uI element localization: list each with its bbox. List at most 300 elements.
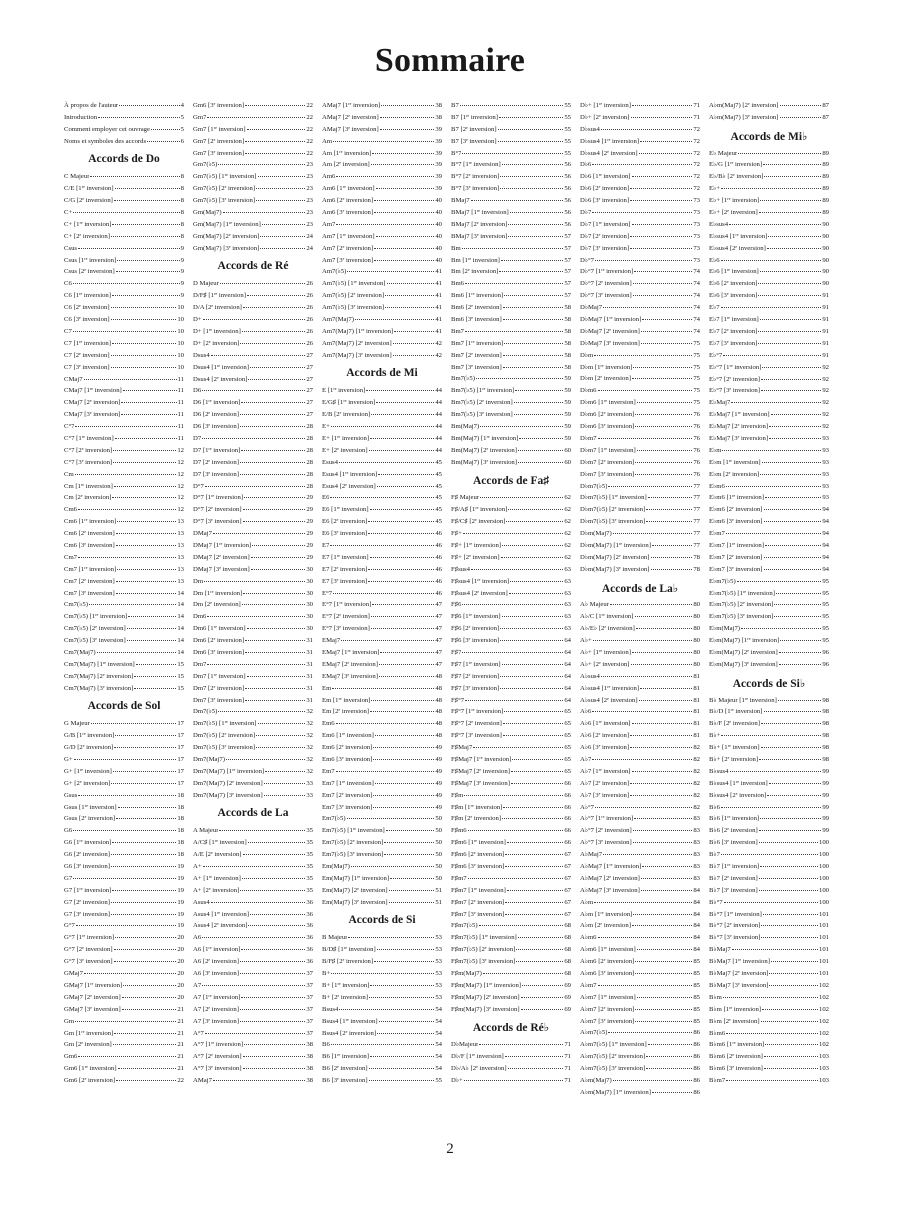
- toc-entry: [451, 290, 571, 302]
- toc-entry: [580, 445, 700, 457]
- dot-leader: [637, 996, 693, 998]
- entry-name: F♯m7 [3ᵉ inversion]: [451, 910, 505, 918]
- toc-entry: [451, 956, 571, 968]
- toc-entry: [709, 599, 829, 611]
- entry-page-number: 57: [564, 256, 571, 264]
- entry-name: Dsus4 [1ʳᵉ inversion]: [193, 363, 249, 371]
- toc-entry: [322, 195, 442, 207]
- toc-entry: [451, 1039, 571, 1051]
- toc-entry: [193, 243, 313, 255]
- dot-leader: [593, 639, 693, 641]
- entry-name: Cm6 [1ʳᵉ inversion]: [64, 518, 117, 526]
- entry-page-number: 82: [693, 767, 700, 775]
- dot-leader: [245, 639, 305, 641]
- dot-leader: [78, 1055, 176, 1057]
- entry-name: Bm7(♭5): [451, 375, 475, 383]
- dot-leader: [500, 687, 563, 689]
- dot-leader: [603, 306, 692, 308]
- toc-entry: [580, 683, 700, 695]
- toc-entry: [580, 373, 700, 385]
- entry-page-number: 42: [435, 351, 442, 359]
- toc-entry: [451, 350, 571, 362]
- dot-leader: [633, 282, 693, 284]
- toc-entry: [709, 397, 829, 409]
- dot-leader: [637, 948, 693, 950]
- entry-name: DMaj7 [3ᵉ inversion]: [193, 565, 250, 573]
- dot-leader: [112, 841, 176, 843]
- entry-name: G6 [3ᵉ inversion]: [64, 863, 110, 871]
- entry-name: A Majeur: [193, 827, 219, 835]
- toc-entry: [709, 909, 829, 921]
- dot-leader: [498, 140, 564, 142]
- entry-name: D♭+ [2ᵉ inversion]: [580, 113, 630, 121]
- toc-entry: [64, 171, 184, 183]
- entry-page-number: 55: [564, 125, 571, 133]
- section-heading: Accords de Si♭: [732, 677, 806, 690]
- toc-entry: [322, 790, 442, 802]
- toc-entry: [322, 659, 442, 671]
- entry-page-number: 9: [180, 292, 184, 300]
- entry-page-number: 20: [177, 981, 184, 989]
- toc-entry: [709, 588, 829, 600]
- toc-entry: [580, 932, 700, 944]
- toc-entry: [451, 909, 571, 921]
- toc-entry: [322, 481, 442, 493]
- toc-entry: [580, 623, 700, 635]
- dot-leader: [509, 592, 564, 594]
- dot-leader: [640, 140, 692, 142]
- dot-leader: [247, 675, 306, 677]
- entry-name: F♯+: [451, 530, 462, 538]
- entry-page-number: 82: [693, 803, 700, 811]
- entry-page-number: 90: [822, 268, 829, 276]
- entry-page-number: 41: [435, 280, 442, 288]
- toc-entry: [322, 290, 442, 302]
- entry-page-number: 12: [177, 494, 184, 502]
- dot-leader: [336, 722, 435, 724]
- toc-entry: [709, 576, 829, 588]
- entry-name: A♭°7 [1ʳᵉ inversion]: [580, 815, 634, 823]
- entry-page-number: 84: [693, 886, 700, 894]
- dot-leader: [258, 175, 306, 177]
- entry-page-number: 84: [693, 910, 700, 918]
- toc-entry: [709, 326, 829, 338]
- entry-name: Gm6 [1ʳᵉ inversion]: [64, 1065, 117, 1073]
- entry-page-number: 15: [177, 684, 184, 692]
- toc-entry: [193, 920, 313, 932]
- toc-entry: [580, 243, 700, 255]
- toc-entry: [709, 564, 829, 576]
- entry-page-number: 58: [564, 327, 571, 335]
- dot-leader: [598, 936, 693, 938]
- entry-name: Introduction: [64, 113, 98, 121]
- entry-name: C7: [64, 327, 72, 335]
- toc-entry: [64, 445, 184, 457]
- dot-leader: [634, 817, 692, 819]
- dot-leader: [373, 794, 434, 796]
- toc-entry: [64, 433, 184, 445]
- entry-page-number: 98: [822, 732, 829, 740]
- toc-entry: [709, 433, 829, 445]
- entry-page-number: 38: [435, 113, 442, 121]
- toc-entry: [580, 302, 700, 314]
- entry-page-number: 89: [822, 149, 829, 157]
- table-of-contents: [64, 100, 840, 1130]
- toc-entry: [580, 481, 700, 493]
- entry-name: E/B [2ᵉ inversion]: [322, 411, 371, 419]
- dot-leader: [378, 473, 434, 475]
- dot-leader: [632, 377, 692, 379]
- entry-name: A♭m6 [2ᵉ inversion]: [580, 958, 635, 966]
- dot-leader: [608, 1031, 692, 1033]
- entry-page-number: 86: [693, 1088, 700, 1096]
- entry-page-number: 72: [693, 125, 700, 133]
- dot-leader: [465, 282, 563, 284]
- entry-page-number: 45: [435, 482, 442, 490]
- entry-name: D♭m(Maj7) [1ʳᵉ inversion]: [580, 541, 651, 549]
- entry-page-number: 81: [693, 708, 700, 716]
- entry-page-number: 33: [306, 779, 313, 787]
- entry-name: G6: [64, 827, 73, 835]
- dot-leader: [374, 960, 434, 962]
- toc-entry: [580, 861, 700, 873]
- entry-page-number: 38: [306, 1053, 313, 1061]
- dot-leader: [639, 152, 693, 154]
- entry-page-number: 30: [306, 625, 313, 633]
- dot-leader: [761, 746, 822, 748]
- toc-entry: [193, 683, 313, 695]
- entry-page-number: 89: [822, 173, 829, 181]
- toc-entry: [64, 742, 184, 754]
- dot-leader: [111, 853, 176, 855]
- entry-name: A♭sus4: [580, 672, 600, 680]
- entry-page-number: 56: [564, 209, 571, 217]
- dot-leader: [134, 687, 176, 689]
- entry-name: Gm(Maj7) [2ᵉ inversion]: [193, 232, 260, 240]
- entry-page-number: 49: [435, 791, 442, 799]
- entry-name: Dm7(♭5): [193, 708, 218, 716]
- entry-page-number: 93: [822, 446, 829, 454]
- entry-page-number: 10: [177, 351, 184, 359]
- entry-name: G7 [2ᵉ inversion]: [64, 898, 110, 906]
- toc-entry: [580, 1075, 700, 1087]
- entry-name: F♯+ [1ʳᵉ inversion]: [451, 541, 502, 549]
- dot-leader: [642, 318, 692, 320]
- entry-name: F♯m(Maj7) [3ᵉ inversion]: [451, 1005, 520, 1013]
- entry-page-number: 13: [177, 530, 184, 538]
- toc-entry: [64, 564, 184, 576]
- entry-name: Dm6 [2ᵉ inversion]: [193, 637, 245, 645]
- toc-entry: [451, 540, 571, 552]
- dot-leader: [592, 758, 692, 760]
- entry-name: Em6 [1ʳᵉ inversion]: [322, 732, 374, 740]
- dot-leader: [207, 116, 305, 118]
- entry-page-number: 99: [822, 815, 829, 823]
- toc-entry: [709, 159, 829, 171]
- toc-entry: [64, 112, 184, 124]
- entry-page-number: 53: [435, 946, 442, 954]
- entry-name: F♯m(Maj7) [1ʳᵉ inversion]: [451, 981, 522, 989]
- entry-page-number: 11: [177, 399, 184, 407]
- dot-leader: [500, 639, 563, 641]
- dot-leader: [247, 294, 305, 296]
- entry-name: D♭m7 [3ᵉ inversion]: [580, 470, 635, 478]
- entry-page-number: 36: [306, 910, 313, 918]
- entry-name: G7: [64, 874, 73, 882]
- entry-page-number: 51: [435, 898, 442, 906]
- toc-entry: [322, 1004, 442, 1016]
- dot-leader: [767, 794, 821, 796]
- toc-entry: [709, 445, 829, 457]
- entry-name: A7 [2ᵉ inversion]: [193, 1005, 239, 1013]
- entry-page-number: 45: [435, 518, 442, 526]
- entry-name: F♯m(Maj7): [451, 970, 482, 978]
- entry-page-number: 66: [564, 779, 571, 787]
- toc-entry: [64, 219, 184, 231]
- entry-name: B♭/D [1ʳᵉ inversion]: [709, 708, 763, 716]
- dot-leader: [241, 401, 305, 403]
- dot-leader: [726, 485, 822, 487]
- entry-name: Gm7(♭5): [193, 161, 218, 169]
- dot-leader: [503, 734, 563, 736]
- dot-leader: [505, 865, 563, 867]
- toc-entry: [709, 374, 829, 386]
- dot-leader: [78, 794, 176, 796]
- toc-entry: [64, 849, 184, 861]
- dot-leader: [111, 901, 176, 903]
- section-heading: Accords de La: [217, 807, 289, 820]
- entry-name: B♭sus4 [1ʳᵉ inversion]: [709, 779, 768, 787]
- toc-entry: [193, 362, 313, 374]
- dot-leader: [780, 639, 821, 641]
- toc-entry: [580, 492, 700, 504]
- entry-name: B♭+: [709, 732, 721, 740]
- entry-page-number: 101: [818, 922, 829, 930]
- dot-leader: [759, 829, 822, 831]
- dot-leader: [764, 175, 821, 177]
- entry-name: E7 [2ᵉ inversion]: [322, 565, 368, 573]
- toc-entry: [193, 171, 313, 183]
- toc-entry: [64, 326, 184, 338]
- dot-leader: [394, 330, 434, 332]
- toc-entry: [322, 576, 442, 588]
- toc-entry: [451, 754, 571, 766]
- entry-page-number: 96: [822, 648, 829, 656]
- entry-name: D♭m6 [1ʳᵉ inversion]: [580, 399, 636, 407]
- entry-page-number: 18: [177, 815, 184, 823]
- dot-leader: [218, 710, 305, 712]
- dot-leader: [641, 889, 692, 891]
- toc-entry: [64, 837, 184, 849]
- entry-page-number: 47: [435, 625, 442, 633]
- toc-entry: [64, 255, 184, 267]
- entry-page-number: 64: [564, 648, 571, 656]
- entry-page-number: 59: [564, 387, 571, 395]
- entry-name: Bm7 [2ᵉ inversion]: [451, 351, 502, 359]
- entry-name: A7 [3ᵉ inversion]: [193, 1017, 239, 1025]
- dot-leader: [506, 520, 563, 522]
- entry-page-number: 80: [693, 648, 700, 656]
- entry-name: E♭ Majeur: [709, 149, 738, 157]
- entry-page-number: 69: [564, 1005, 571, 1013]
- entry-page-number: 73: [693, 232, 700, 240]
- dot-leader: [722, 449, 821, 451]
- toc-entry: [322, 849, 442, 861]
- dot-leader: [505, 1055, 564, 1057]
- toc-column-2: [193, 100, 313, 1087]
- entry-page-number: 21: [177, 1029, 184, 1037]
- toc-entry: [580, 516, 700, 528]
- section-heading: Accords de Mi: [346, 367, 418, 380]
- entry-page-number: 82: [693, 756, 700, 763]
- dot-leader: [632, 770, 693, 772]
- entry-name: AMaj7 [3ᵉ inversion]: [322, 125, 379, 133]
- entry-page-number: 102: [818, 1005, 829, 1013]
- dot-leader: [651, 556, 693, 558]
- dot-leader: [476, 377, 563, 379]
- toc-entry: [322, 397, 442, 409]
- entry-name: Dm7: [193, 660, 207, 668]
- dot-leader: [463, 532, 563, 534]
- entry-page-number: 44: [435, 411, 442, 419]
- dot-leader: [514, 413, 564, 415]
- entry-page-number: 73: [693, 244, 700, 252]
- toc-entry: [451, 802, 571, 814]
- dot-leader: [213, 1079, 305, 1081]
- toc-entry: [193, 112, 313, 124]
- entry-page-number: 49: [435, 803, 442, 811]
- toc-entry: [64, 516, 184, 528]
- entry-page-number: 49: [435, 767, 442, 775]
- dot-leader: [758, 282, 821, 284]
- dot-leader: [774, 615, 821, 617]
- toc-entry: [64, 350, 184, 362]
- dot-leader: [764, 1055, 818, 1057]
- toc-entry: [451, 457, 571, 469]
- entry-name: B6 [3ᵉ inversion]: [322, 1077, 368, 1085]
- toc-entry: [193, 516, 313, 528]
- entry-name: Esus4: [322, 458, 338, 466]
- entry-page-number: 46: [435, 541, 442, 549]
- dot-leader: [594, 901, 692, 903]
- entry-page-number: 63: [564, 577, 571, 585]
- entry-page-number: 10: [177, 327, 184, 335]
- toc-entry: [709, 742, 829, 754]
- entry-name: F♯Maj7: [451, 744, 473, 752]
- entry-name: Asus4 [1ʳᵉ inversion]: [193, 910, 249, 918]
- entry-page-number: 26: [306, 339, 313, 347]
- dot-leader: [761, 722, 821, 724]
- entry-name: F♯Maj7 [2ᵉ inversion]: [451, 767, 510, 775]
- toc-entry: [709, 956, 829, 968]
- entry-page-number: 38: [306, 1065, 313, 1073]
- dot-leader: [721, 806, 821, 808]
- dot-leader: [202, 437, 305, 439]
- dot-leader: [641, 342, 692, 344]
- dot-leader: [97, 651, 177, 653]
- dot-leader: [759, 211, 822, 213]
- dot-leader: [721, 734, 821, 736]
- dot-leader: [111, 354, 177, 356]
- entry-page-number: 78: [693, 565, 700, 573]
- dot-leader: [758, 342, 821, 344]
- entry-page-number: 83: [693, 851, 700, 859]
- section-heading: Accords de Sol: [87, 700, 161, 713]
- entry-page-number: 39: [435, 173, 442, 181]
- toc-entry: [193, 148, 313, 160]
- toc-entry: [322, 825, 442, 837]
- toc-entry: [322, 231, 442, 243]
- dot-leader: [119, 104, 180, 106]
- dot-leader: [369, 996, 434, 998]
- entry-page-number: 63: [564, 589, 571, 597]
- entry-page-number: 46: [435, 530, 442, 538]
- toc-entry: [451, 706, 571, 718]
- entry-name: Gsus [2ᵉ inversion]: [64, 815, 116, 823]
- entry-name: Bm7(♭5) [3ᵉ inversion]: [451, 411, 513, 419]
- entry-name: Cm7(♭5) [1ʳᵉ inversion]: [64, 613, 128, 621]
- entry-name: E♭m7(♭5): [709, 577, 736, 585]
- entry-page-number: 89: [822, 185, 829, 193]
- dot-leader: [504, 342, 563, 344]
- entry-name: Dm7 [3ᵉ inversion]: [193, 696, 245, 704]
- dot-leader: [355, 318, 434, 320]
- entry-name: E6: [322, 494, 330, 502]
- entry-name: Em7(♭5) [2ᵉ inversion]: [322, 839, 384, 847]
- entry-page-number: 14: [177, 601, 184, 609]
- toc-entry: [193, 231, 313, 243]
- entry-page-number: 41: [435, 316, 442, 324]
- entry-page-number: 39: [435, 185, 442, 193]
- dot-leader: [202, 984, 305, 986]
- toc-entry: [709, 516, 829, 528]
- dot-leader: [646, 1067, 692, 1069]
- toc-entry: [322, 944, 442, 956]
- dot-leader: [74, 758, 177, 760]
- toc-entry: [193, 980, 313, 992]
- dot-leader: [503, 806, 563, 808]
- entry-name: D♭m7(♭5) [1ʳᵉ inversion]: [580, 494, 647, 502]
- entry-page-number: 103: [818, 1077, 829, 1085]
- entry-page-number: 28: [306, 446, 313, 454]
- entry-page-number: 49: [435, 756, 442, 763]
- entry-name: CMaj7 [2ᵉ inversion]: [64, 399, 121, 407]
- dot-leader: [115, 187, 180, 189]
- dot-leader: [630, 187, 692, 189]
- dot-leader: [373, 758, 434, 760]
- entry-page-number: 17: [177, 732, 184, 740]
- entry-page-number: 58: [564, 363, 571, 371]
- dot-leader: [84, 378, 177, 380]
- entry-page-number: 44: [435, 434, 442, 442]
- entry-page-number: 90: [822, 244, 829, 252]
- dot-leader: [760, 270, 822, 272]
- entry-name: E♭+: [709, 185, 721, 193]
- dot-leader: [721, 259, 822, 261]
- entry-name: D6 [2ᵉ inversion]: [193, 411, 239, 419]
- entry-page-number: 17: [177, 767, 184, 775]
- entry-name: Dm6 [1ʳᵉ inversion]: [193, 625, 246, 633]
- entry-page-number: 62: [564, 541, 571, 549]
- toc-entry: [580, 885, 700, 897]
- dot-leader: [508, 223, 563, 225]
- dot-leader: [219, 829, 305, 831]
- entry-name: E6 [3ᵉ inversion]: [322, 530, 368, 538]
- entry-page-number: 28: [306, 434, 313, 442]
- toc-entry: [709, 730, 829, 742]
- toc-entry: [322, 207, 442, 219]
- entry-page-number: 65: [564, 744, 571, 752]
